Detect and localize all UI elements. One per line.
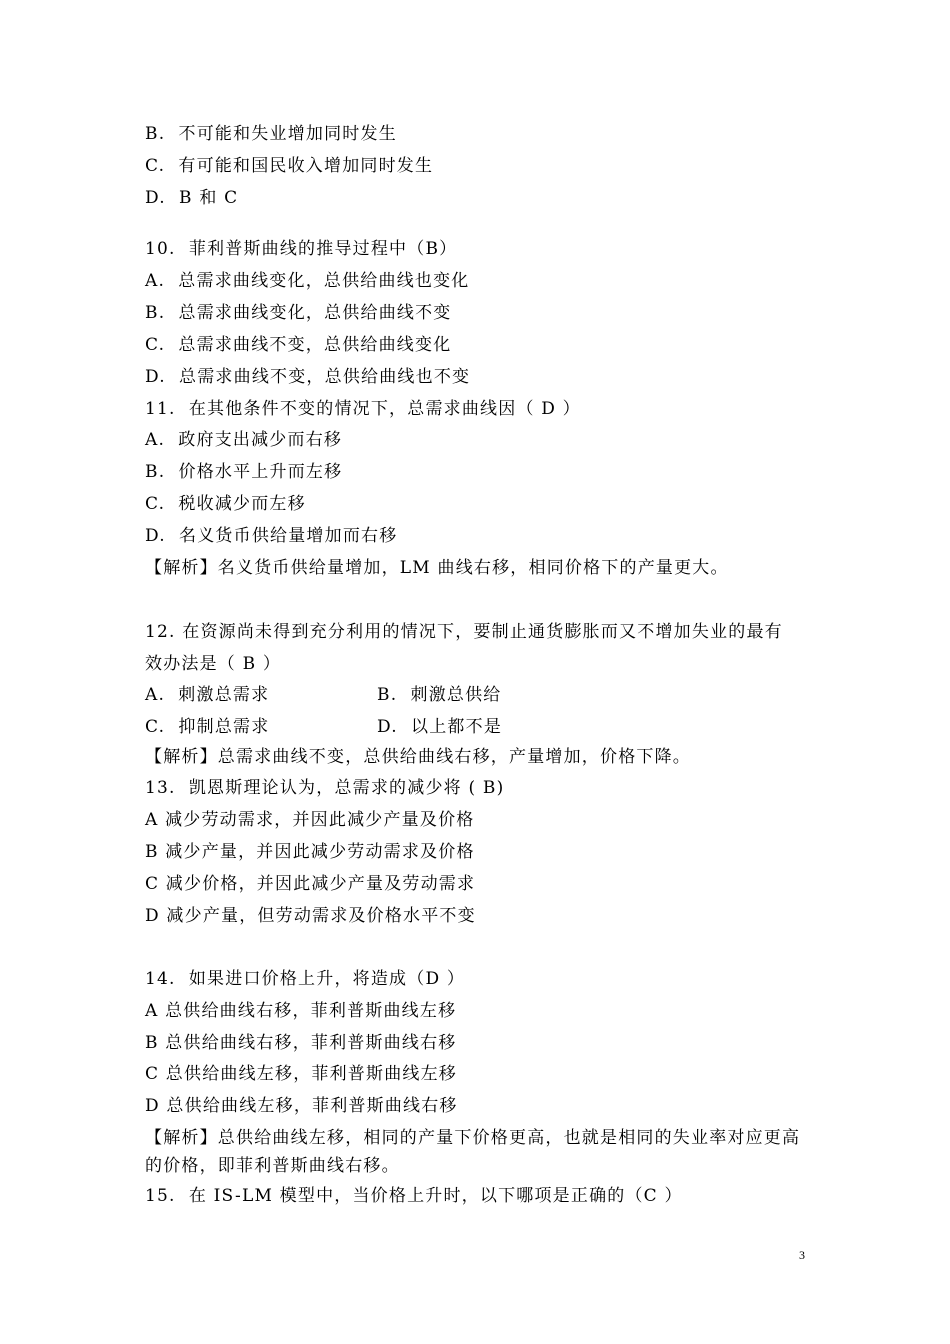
option-line: C. 总需求曲线不变，总供给曲线变化 — [145, 335, 452, 355]
question-line: 10. 菲利普斯曲线的推导过程中（B） — [145, 239, 458, 259]
option-line: B 总供给曲线右移，菲利普斯曲线右移 — [145, 1033, 457, 1053]
option-line: B. 总需求曲线变化，总供给曲线不变 — [145, 303, 452, 323]
question-line: 12. 在资源尚未得到充分利用的情况下，要制止通货膨胀而又不增加失业的最有 — [145, 622, 783, 642]
option-line: C. 抑制总需求 — [145, 717, 270, 737]
option-line: D. 总需求曲线不变，总供给曲线也不变 — [145, 367, 471, 387]
question-line: 15. 在 IS-LM 模型中，当价格上升时，以下哪项是正确的（C ） — [145, 1186, 683, 1206]
option-line: B. 价格水平上升而左移 — [145, 462, 343, 482]
option-line: B. 刺激总供给 — [377, 685, 502, 705]
option-line: D 总供给曲线左移，菲利普斯曲线右移 — [145, 1096, 458, 1116]
explanation-line: 【解析】名义货币供给量增加，LM 曲线右移，相同价格下的产量更大。 — [145, 558, 729, 578]
option-line: D. B 和 C — [145, 188, 239, 208]
option-line: D 减少产量，但劳动需求及价格水平不变 — [145, 906, 476, 926]
question-line: 13. 凯恩斯理论认为，总需求的减少将 ( B) — [145, 778, 505, 798]
option-line: A. 刺激总需求 — [145, 685, 270, 705]
option-line: C. 有可能和国民收入增加同时发生 — [145, 156, 434, 176]
option-line: D. 以上都不是 — [377, 717, 503, 737]
explanation-line: 的价格，即菲利普斯曲线右移。 — [145, 1156, 400, 1176]
question-line: 11. 在其他条件不变的情况下，总需求曲线因（ D ） — [145, 399, 581, 419]
option-line: A. 总需求曲线变化，总供给曲线也变化 — [145, 271, 470, 291]
explanation-line: 【解析】总需求曲线不变，总供给曲线右移，产量增加，价格下降。 — [145, 747, 691, 767]
explanation-line: 【解析】总供给曲线左移，相同的产量下价格更高，也就是相同的失业率对应更高 — [145, 1128, 801, 1148]
option-line: C. 税收减少而左移 — [145, 494, 306, 514]
option-line: C 总供给曲线左移，菲利普斯曲线左移 — [145, 1064, 458, 1084]
option-line: A 总供给曲线右移，菲利普斯曲线左移 — [145, 1001, 457, 1021]
question-line: 14. 如果进口价格上升，将造成（D ） — [145, 969, 466, 989]
option-line: B 减少产量，并因此减少劳动需求及价格 — [145, 842, 475, 862]
option-line: A. 政府支出减少而右移 — [145, 430, 343, 450]
option-line: A 减少劳动需求，并因此减少产量及价格 — [145, 810, 475, 830]
option-line: C 减少价格，并因此减少产量及劳动需求 — [145, 874, 476, 894]
question-line: 效办法是（ B ） — [145, 654, 282, 674]
option-line: B. 不可能和失业增加同时发生 — [145, 124, 397, 144]
page-number: 3 — [799, 1248, 805, 1262]
option-line: D. 名义货币供给量增加而右移 — [145, 526, 398, 546]
